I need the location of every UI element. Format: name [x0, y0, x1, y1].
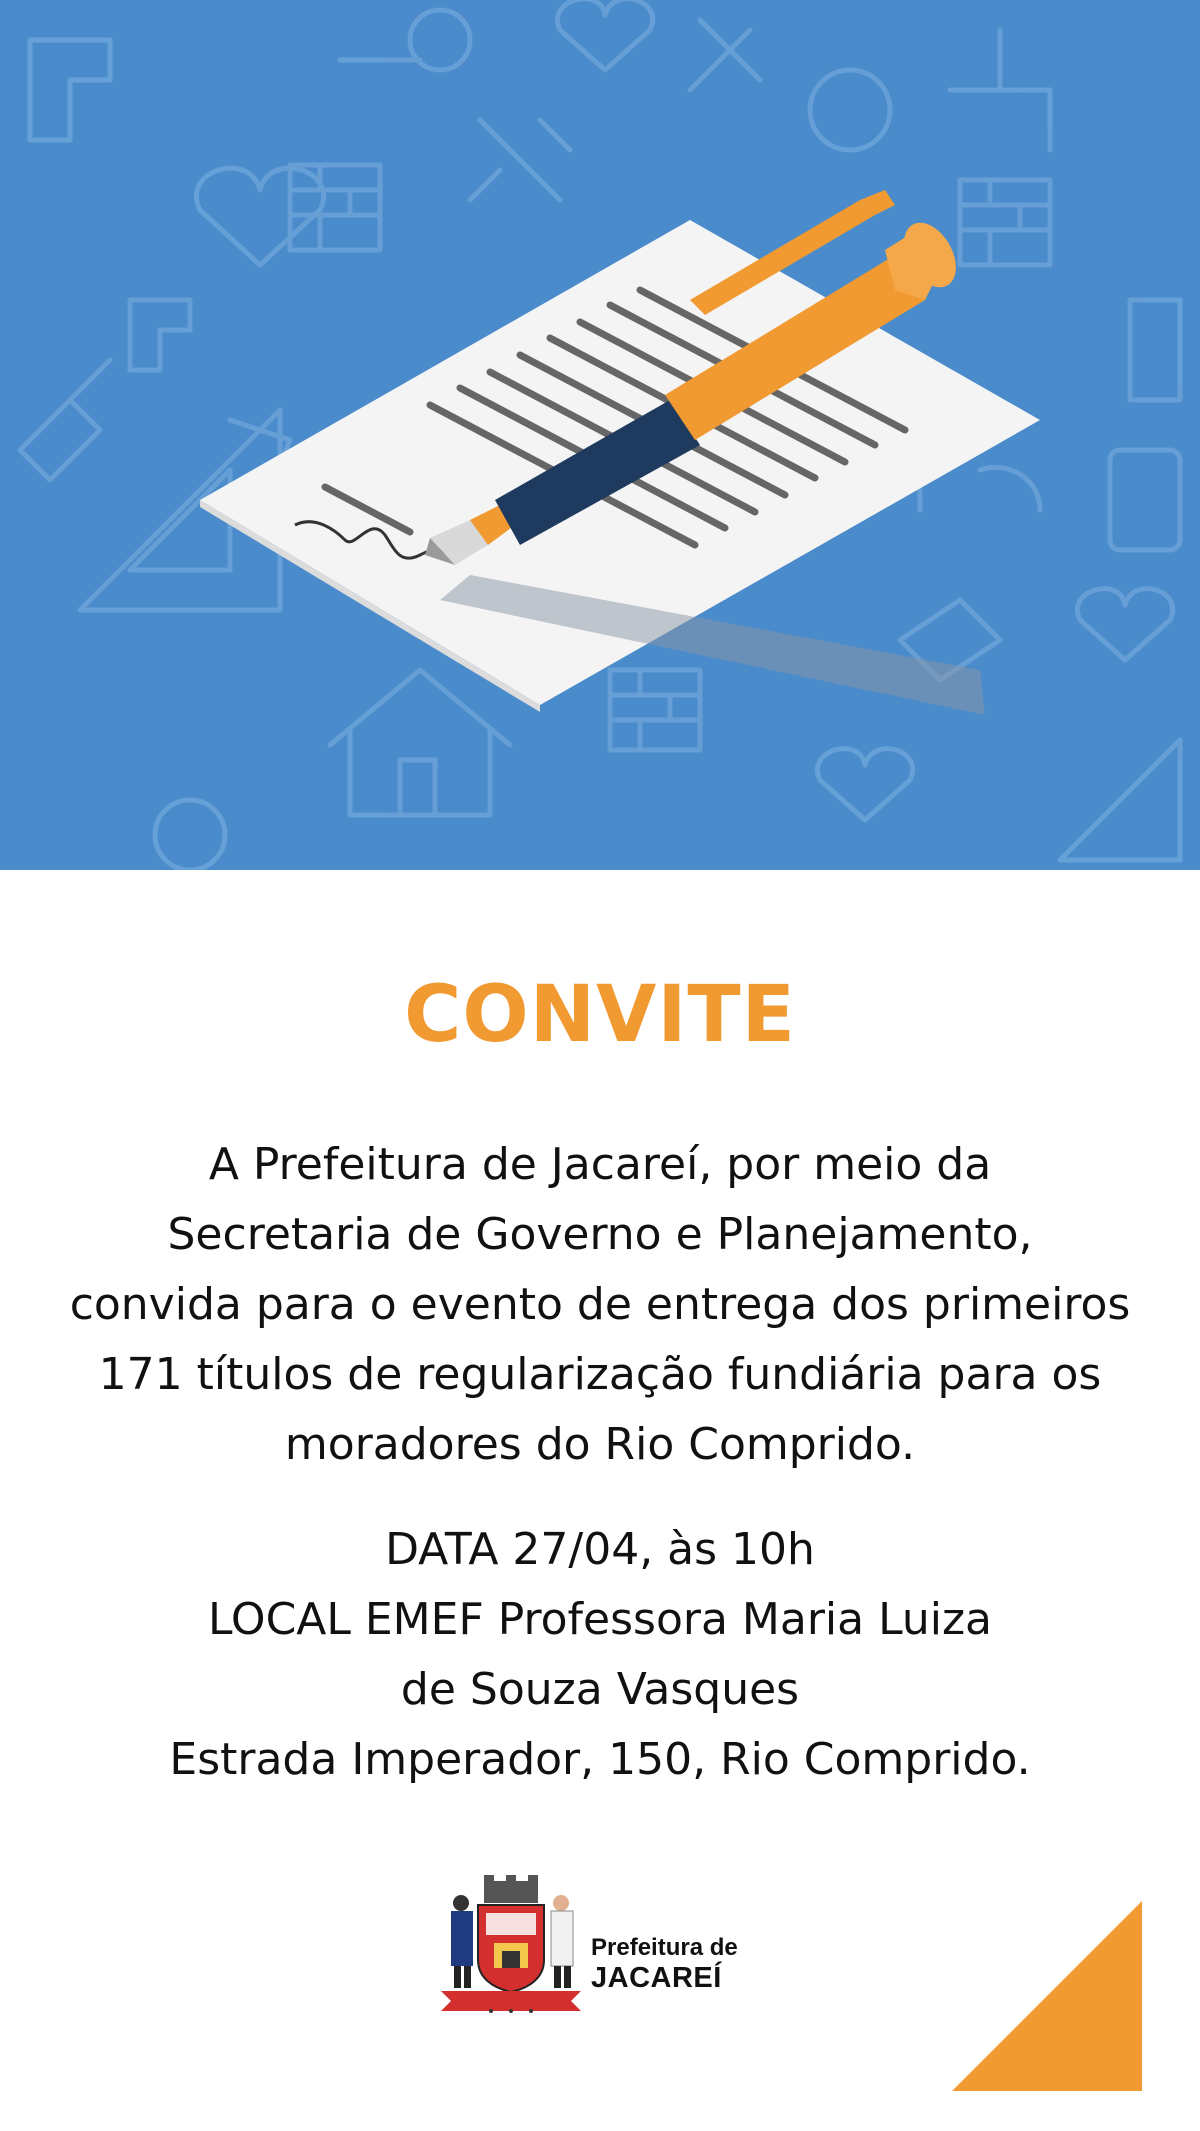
background-pattern-icon [0, 0, 1200, 870]
event-address: Estrada Imperador, 150, Rio Comprido. [169, 1734, 1031, 1785]
coat-of-arms-icon [436, 1873, 586, 2013]
body-line: moradores do Rio Comprido. [284, 1419, 916, 1470]
event-location-cont: de Souza Vasques [400, 1664, 800, 1715]
invitation-body [40, 1130, 1160, 1480]
body-line: Secretaria de Governo e Planejamento, [167, 1209, 1033, 1260]
hero-illustration [0, 0, 1200, 870]
event-location: LOCAL EMEF Professora Maria Luiza [207, 1594, 993, 1645]
event-details [40, 1515, 1160, 1795]
body-line: convida para o evento de entrega dos primeiros [69, 1279, 1131, 1330]
body-line: A Prefeitura de Jacareí, por meio da [208, 1139, 992, 1190]
event-date: DATA 27/04, às 10h [385, 1524, 815, 1575]
corner-triangle-icon [952, 1901, 1142, 2091]
logo-text [591, 1933, 738, 1993]
prefeitura-logo [436, 1873, 776, 2013]
logo-line2: JACAREÍ [591, 1962, 722, 1994]
body-line: 171 títulos de regularização fundiária para os [98, 1349, 1102, 1400]
logo-line1: Prefeitura de [591, 1934, 738, 1961]
invitation-content [0, 870, 1200, 2131]
invitation-title: CONVITE [404, 970, 796, 1060]
